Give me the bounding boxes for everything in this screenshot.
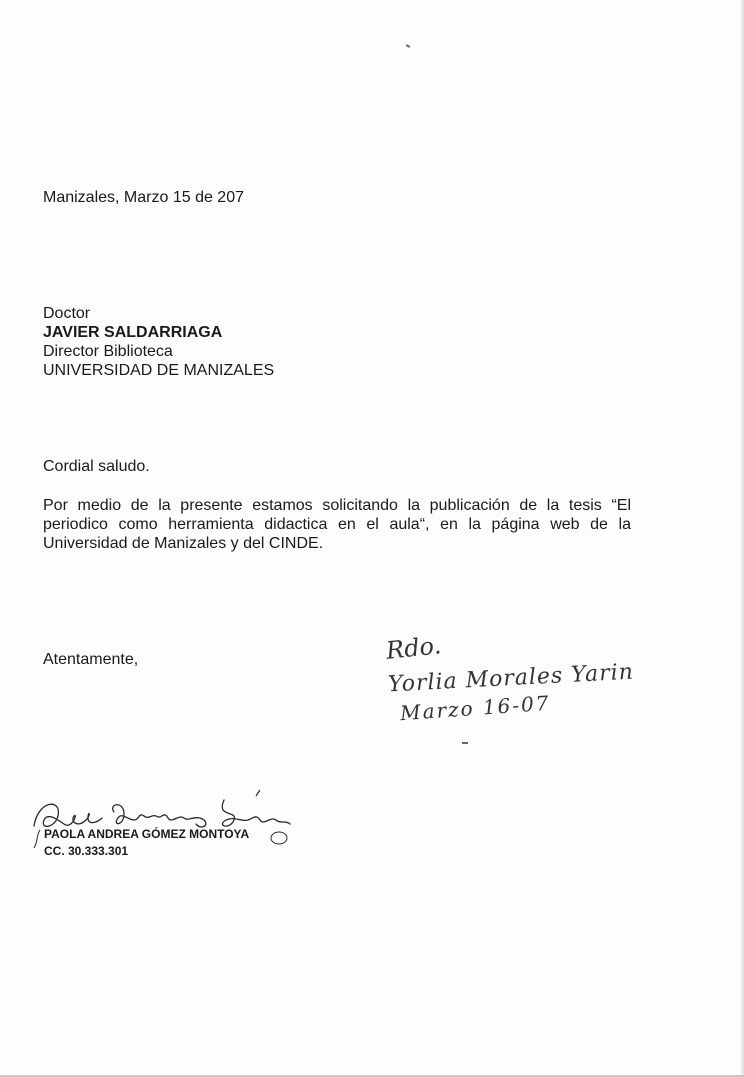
recipient-title: Doctor bbox=[43, 305, 91, 322]
handwritten-receiver-name: Yorlia Morales Yarin bbox=[387, 659, 635, 698]
scan-speck bbox=[462, 742, 468, 744]
handwritten-received-date: Marzo 16-07 bbox=[399, 690, 552, 726]
letter-body: Por medio de la presente estamos solicitando la publicación de la tesis “El periodico como herramienta didactica en el aula“, en la página web de la Universidad de Manizales y del CINDE. bbox=[43, 497, 631, 552]
signer-id: CC. 30.333.301 bbox=[44, 844, 129, 858]
recipient-institution: UNIVERSIDAD DE MANIZALES bbox=[43, 362, 275, 379]
recipient-position: Director Biblioteca bbox=[43, 343, 173, 360]
closing: Atentamente, bbox=[43, 651, 139, 668]
handwritten-received-mark: Rdo. bbox=[384, 631, 443, 665]
recipient-name: JAVIER SALDARRIAGA bbox=[43, 324, 223, 341]
signer-name: PAOLA ANDREA GÓMEZ MONTOYA bbox=[44, 827, 250, 841]
scan-speck bbox=[406, 44, 410, 48]
greeting: Cordial saludo. bbox=[43, 458, 150, 475]
date-line: Manizales, Marzo 15 de 207 bbox=[43, 189, 244, 206]
